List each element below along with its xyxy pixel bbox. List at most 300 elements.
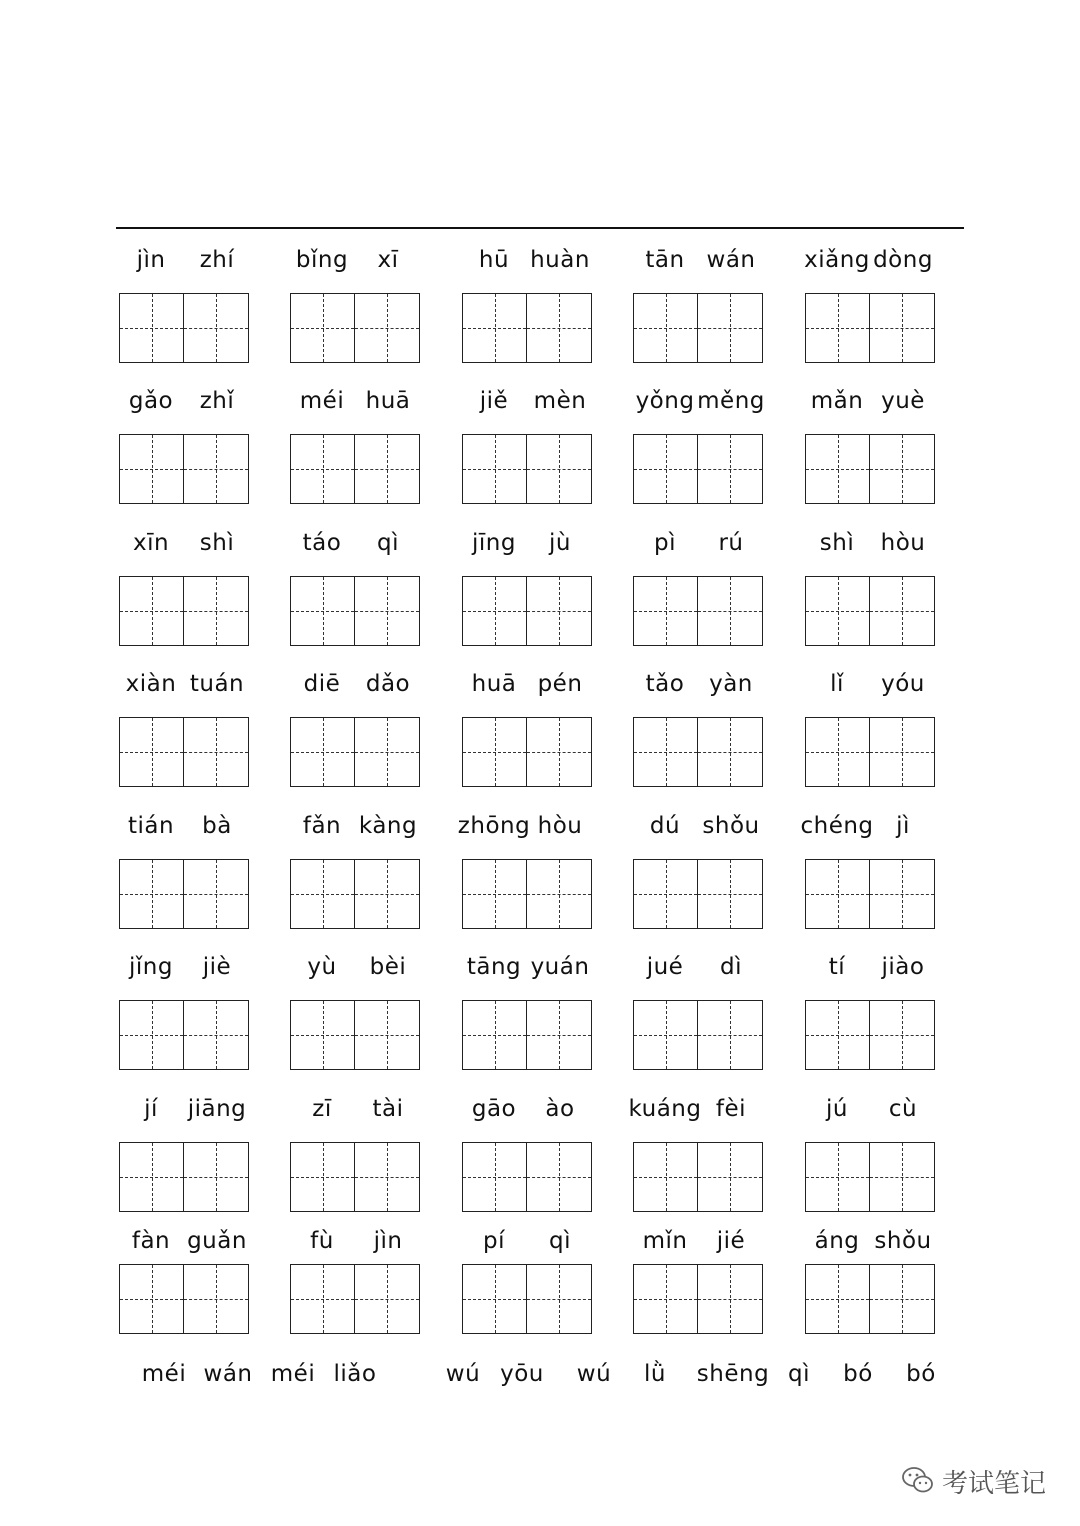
dashed-guide-horizontal <box>120 611 183 612</box>
dashed-guide-horizontal <box>806 469 869 470</box>
tian-grid-cell[interactable] <box>698 577 762 645</box>
dashed-guide-horizontal <box>120 1299 183 1300</box>
dashed-guide-horizontal <box>291 328 354 329</box>
pinyin-syllable: dú <box>649 813 681 839</box>
pinyin-syllable: kàng <box>358 813 418 839</box>
watermark <box>900 1463 1046 1500</box>
writing-box-row <box>0 1264 1080 1336</box>
dashed-guide-horizontal <box>634 469 697 470</box>
tian-grid-cell[interactable] <box>463 718 527 786</box>
pinyin-syllable: jīng <box>472 530 516 556</box>
dashed-guide-horizontal <box>291 752 354 753</box>
top-rule <box>116 227 964 229</box>
dashed-guide-horizontal <box>184 328 248 329</box>
pinyin-syllable: liǎo <box>333 1361 377 1387</box>
pinyin-syllable: kuáng <box>628 1096 702 1122</box>
pinyin-syllable: pén <box>537 671 583 697</box>
pinyin-syllable: tāng <box>466 954 522 980</box>
dashed-guide-horizontal <box>355 1177 419 1178</box>
writing-box[interactable] <box>462 1000 592 1070</box>
tian-grid-cell[interactable] <box>698 718 762 786</box>
dashed-guide-horizontal <box>355 328 419 329</box>
dashed-guide-horizontal <box>463 1299 526 1300</box>
writing-box[interactable] <box>633 1264 763 1334</box>
tian-grid-cell[interactable] <box>527 294 591 362</box>
dashed-guide-horizontal <box>527 894 591 895</box>
writing-box-row <box>0 717 1080 789</box>
tian-grid-cell[interactable] <box>634 1001 698 1069</box>
pinyin-syllable: bèi <box>369 954 407 980</box>
tian-grid-cell[interactable] <box>806 1265 870 1333</box>
pinyin-syllable: xīn <box>132 530 170 556</box>
pinyin-syllable: gāo <box>471 1096 517 1122</box>
tian-grid-cell[interactable] <box>806 1001 870 1069</box>
dashed-guide-horizontal <box>634 328 697 329</box>
pinyin-syllable: fèi <box>715 1096 747 1122</box>
pinyin-syllable: yuè <box>881 388 925 414</box>
dashed-guide-horizontal <box>355 611 419 612</box>
dashed-guide-horizontal <box>184 1035 248 1036</box>
pinyin-syllable: jiě <box>479 388 509 414</box>
pinyin-syllable: mǎn <box>810 388 864 414</box>
pinyin-syllable: dǎo <box>365 671 411 697</box>
tian-grid-cell[interactable] <box>355 1143 419 1211</box>
tian-grid-cell[interactable] <box>463 860 527 928</box>
tian-grid-cell[interactable] <box>291 1143 355 1211</box>
writing-box[interactable] <box>462 293 592 363</box>
pinyin-syllable: bǐng <box>295 247 349 273</box>
tian-grid-cell[interactable] <box>184 1001 248 1069</box>
dashed-guide-horizontal <box>184 894 248 895</box>
tian-grid-cell[interactable] <box>184 577 248 645</box>
dashed-guide-horizontal <box>634 611 697 612</box>
dashed-guide-horizontal <box>355 1035 419 1036</box>
writing-box[interactable] <box>290 293 420 363</box>
pinyin-syllable: zī <box>312 1096 332 1122</box>
writing-box[interactable] <box>462 1264 592 1334</box>
pinyin-syllable: yōu <box>500 1361 544 1387</box>
tian-grid-cell[interactable] <box>634 718 698 786</box>
dashed-guide-horizontal <box>463 328 526 329</box>
tian-grid-cell[interactable] <box>463 1143 527 1211</box>
tian-grid-cell[interactable] <box>120 1265 184 1333</box>
pinyin-syllable: huàn <box>530 247 590 273</box>
tian-grid-cell[interactable] <box>806 294 870 362</box>
tian-grid-cell[interactable] <box>291 435 355 503</box>
pinyin-row <box>0 1089 1080 1129</box>
writing-box[interactable] <box>462 434 592 504</box>
tian-grid-cell[interactable] <box>527 860 591 928</box>
tian-grid-cell[interactable] <box>291 718 355 786</box>
pinyin-syllable: fǎn <box>302 813 342 839</box>
writing-box[interactable] <box>462 1142 592 1212</box>
pinyin-syllable: diē <box>303 671 341 697</box>
dashed-guide-horizontal <box>291 894 354 895</box>
pinyin-syllable: táo <box>302 530 342 556</box>
dashed-guide-horizontal <box>870 469 934 470</box>
tian-grid-cell[interactable] <box>806 1143 870 1211</box>
pinyin-syllable: tān <box>645 247 685 273</box>
dashed-guide-horizontal <box>806 752 869 753</box>
tian-grid-cell[interactable] <box>527 1001 591 1069</box>
writing-box[interactable] <box>805 1000 935 1070</box>
writing-box[interactable] <box>805 717 935 787</box>
pinyin-syllable: jú <box>826 1096 848 1122</box>
tian-grid-cell[interactable] <box>184 718 248 786</box>
pinyin-syllable: jù <box>549 530 571 556</box>
pinyin-syllable: zhí <box>199 247 235 273</box>
writing-box[interactable] <box>290 1000 420 1070</box>
dashed-guide-horizontal <box>806 611 869 612</box>
dashed-guide-horizontal <box>291 1035 354 1036</box>
pinyin-syllable: wán <box>203 1361 253 1387</box>
tian-grid-cell[interactable] <box>527 718 591 786</box>
tian-grid-cell[interactable] <box>120 1001 184 1069</box>
dashed-guide-horizontal <box>184 752 248 753</box>
pinyin-syllable: méi <box>299 388 345 414</box>
pinyin-syllable: mèn <box>533 388 587 414</box>
pinyin-syllable: bó <box>843 1361 873 1387</box>
writing-box[interactable] <box>290 576 420 646</box>
tian-grid-cell[interactable] <box>184 1265 248 1333</box>
dashed-guide-horizontal <box>355 894 419 895</box>
dashed-guide-horizontal <box>527 469 591 470</box>
tian-grid-cell[interactable] <box>120 435 184 503</box>
writing-box[interactable] <box>119 859 249 929</box>
pinyin-syllable: hū <box>478 247 510 273</box>
tian-grid-cell[interactable] <box>806 577 870 645</box>
dashed-guide-horizontal <box>806 894 869 895</box>
dashed-guide-horizontal <box>355 1299 419 1300</box>
dashed-guide-horizontal <box>120 328 183 329</box>
tian-grid-cell[interactable] <box>698 435 762 503</box>
tian-grid-cell[interactable] <box>355 1001 419 1069</box>
dashed-guide-horizontal <box>870 894 934 895</box>
dashed-guide-horizontal <box>634 1177 697 1178</box>
dashed-guide-horizontal <box>698 469 762 470</box>
writing-box[interactable] <box>119 717 249 787</box>
dashed-guide-horizontal <box>184 611 248 612</box>
tian-grid-cell[interactable] <box>355 860 419 928</box>
tian-grid-cell[interactable] <box>698 860 762 928</box>
pinyin-syllable: jǐng <box>129 954 173 980</box>
tian-grid-cell[interactable] <box>698 294 762 362</box>
pinyin-syllable: zhǐ <box>199 388 235 414</box>
pinyin-row <box>0 806 1080 846</box>
tian-grid-cell[interactable] <box>806 718 870 786</box>
tian-grid-cell[interactable] <box>634 1265 698 1333</box>
pinyin-row <box>0 664 1080 704</box>
dashed-guide-horizontal <box>291 469 354 470</box>
writing-box-row <box>0 293 1080 365</box>
tian-grid-cell[interactable] <box>806 860 870 928</box>
dashed-guide-horizontal <box>870 752 934 753</box>
tian-grid-cell[interactable] <box>291 1001 355 1069</box>
pinyin-syllable: tài <box>372 1096 404 1122</box>
dashed-guide-horizontal <box>463 469 526 470</box>
writing-box[interactable] <box>633 434 763 504</box>
pinyin-syllable: shǒu <box>874 1228 932 1254</box>
tian-grid-cell[interactable] <box>120 860 184 928</box>
pinyin-syllable: huā <box>471 671 517 697</box>
dashed-guide-horizontal <box>806 1035 869 1036</box>
pinyin-syllable: yóu <box>881 671 925 697</box>
pinyin-syllable: wú <box>576 1361 612 1387</box>
pinyin-row <box>0 523 1080 563</box>
tian-grid-cell[interactable] <box>463 435 527 503</box>
pinyin-syllable: pí <box>483 1228 505 1254</box>
pinyin-syllable: měng <box>697 388 765 414</box>
pinyin-syllable: xiǎng <box>804 247 870 273</box>
pinyin-syllable: yuán <box>530 954 590 980</box>
pinyin-syllable: shēng <box>696 1361 770 1387</box>
dashed-guide-horizontal <box>698 894 762 895</box>
writing-box-row <box>0 859 1080 931</box>
tian-grid-cell[interactable] <box>870 435 934 503</box>
writing-box[interactable] <box>805 1142 935 1212</box>
bottom-pinyin-row <box>0 1354 1080 1394</box>
pinyin-syllable: qì <box>549 1228 571 1254</box>
tian-grid-cell[interactable] <box>870 860 934 928</box>
writing-box[interactable] <box>119 434 249 504</box>
tian-grid-cell[interactable] <box>698 1001 762 1069</box>
dashed-guide-horizontal <box>527 1177 591 1178</box>
tian-grid-cell[interactable] <box>120 577 184 645</box>
pinyin-syllable: yù <box>307 954 337 980</box>
tian-grid-cell[interactable] <box>463 577 527 645</box>
pinyin-syllable: gǎo <box>128 388 174 414</box>
pinyin-syllable: shì <box>819 530 855 556</box>
writing-box[interactable] <box>633 859 763 929</box>
tian-grid-cell[interactable] <box>870 294 934 362</box>
writing-box[interactable] <box>633 717 763 787</box>
writing-box[interactable] <box>290 1142 420 1212</box>
tian-grid-cell[interactable] <box>527 577 591 645</box>
pinyin-syllable: xiàn <box>125 671 177 697</box>
tian-grid-cell[interactable] <box>634 435 698 503</box>
pinyin-syllable: méi <box>141 1361 187 1387</box>
dashed-guide-horizontal <box>463 611 526 612</box>
pinyin-syllable: dòng <box>873 247 933 273</box>
tian-grid-cell[interactable] <box>527 1265 591 1333</box>
tian-grid-cell[interactable] <box>184 294 248 362</box>
dashed-guide-horizontal <box>291 611 354 612</box>
pinyin-syllable: jì <box>896 813 910 839</box>
tian-grid-cell[interactable] <box>806 435 870 503</box>
pinyin-syllable: pì <box>654 530 676 556</box>
tian-grid-cell[interactable] <box>355 435 419 503</box>
tian-grid-cell[interactable] <box>291 1265 355 1333</box>
tian-grid-cell[interactable] <box>870 577 934 645</box>
tian-grid-cell[interactable] <box>291 860 355 928</box>
dashed-guide-horizontal <box>698 1299 762 1300</box>
pinyin-syllable: jiào <box>881 954 925 980</box>
pinyin-syllable: áng <box>814 1228 860 1254</box>
writing-box[interactable] <box>290 1264 420 1334</box>
pinyin-syllable: tǎo <box>645 671 685 697</box>
writing-box[interactable] <box>805 1264 935 1334</box>
pinyin-row <box>0 1221 1080 1261</box>
pinyin-syllable: yǒng <box>635 388 695 414</box>
tian-grid-cell[interactable] <box>870 718 934 786</box>
writing-box[interactable] <box>633 293 763 363</box>
tian-grid-cell[interactable] <box>527 1143 591 1211</box>
tian-grid-cell[interactable] <box>870 1265 934 1333</box>
dashed-guide-horizontal <box>870 1177 934 1178</box>
dashed-guide-horizontal <box>634 1299 697 1300</box>
pinyin-syllable: tián <box>127 813 175 839</box>
tian-grid-cell[interactable] <box>355 1265 419 1333</box>
writing-box-row <box>0 1142 1080 1214</box>
pinyin-row <box>0 947 1080 987</box>
dashed-guide-horizontal <box>184 1177 248 1178</box>
writing-box[interactable] <box>119 1264 249 1334</box>
tian-grid-cell[interactable] <box>120 1143 184 1211</box>
tian-grid-cell[interactable] <box>355 718 419 786</box>
pinyin-row <box>0 381 1080 421</box>
dashed-guide-horizontal <box>870 611 934 612</box>
pinyin-syllable: lǐ <box>830 671 844 697</box>
writing-box-row <box>0 434 1080 506</box>
tian-grid-cell[interactable] <box>634 577 698 645</box>
writing-box[interactable] <box>290 434 420 504</box>
writing-box[interactable] <box>119 576 249 646</box>
writing-box[interactable] <box>462 576 592 646</box>
dashed-guide-horizontal <box>120 752 183 753</box>
dashed-guide-horizontal <box>463 894 526 895</box>
tian-grid-cell[interactable] <box>355 294 419 362</box>
tian-grid-cell[interactable] <box>463 1001 527 1069</box>
pinyin-syllable: qì <box>377 530 399 556</box>
dashed-guide-horizontal <box>698 1177 762 1178</box>
pinyin-syllable: mǐn <box>642 1228 688 1254</box>
dashed-guide-horizontal <box>120 469 183 470</box>
writing-box[interactable] <box>805 859 935 929</box>
dashed-guide-horizontal <box>527 328 591 329</box>
dashed-guide-horizontal <box>355 752 419 753</box>
pinyin-syllable: shì <box>199 530 235 556</box>
dashed-guide-horizontal <box>527 1299 591 1300</box>
pinyin-syllable: jìn <box>136 247 166 273</box>
dashed-guide-horizontal <box>806 328 869 329</box>
pinyin-syllable: tuán <box>189 671 245 697</box>
tian-grid-cell[interactable] <box>698 1265 762 1333</box>
writing-box[interactable] <box>290 717 420 787</box>
pinyin-syllable: méi <box>270 1361 316 1387</box>
tian-grid-cell[interactable] <box>634 1143 698 1211</box>
tian-grid-cell[interactable] <box>291 577 355 645</box>
dashed-guide-horizontal <box>634 894 697 895</box>
dashed-guide-horizontal <box>120 894 183 895</box>
writing-box[interactable] <box>462 717 592 787</box>
pinyin-syllable: shǒu <box>702 813 760 839</box>
tian-grid-cell[interactable] <box>291 294 355 362</box>
dashed-guide-horizontal <box>120 1177 183 1178</box>
pinyin-syllable: zhōng <box>457 813 531 839</box>
pinyin-syllable: hòu <box>880 530 926 556</box>
dashed-guide-horizontal <box>355 469 419 470</box>
pinyin-row <box>0 240 1080 280</box>
dashed-guide-horizontal <box>463 1177 526 1178</box>
dashed-guide-horizontal <box>291 1299 354 1300</box>
writing-box[interactable] <box>805 293 935 363</box>
pinyin-syllable: wú <box>445 1361 481 1387</box>
writing-box-row <box>0 576 1080 648</box>
dashed-guide-horizontal <box>870 328 934 329</box>
dashed-guide-horizontal <box>291 1177 354 1178</box>
pinyin-syllable: yàn <box>709 671 753 697</box>
tian-grid-cell[interactable] <box>184 1143 248 1211</box>
writing-box[interactable] <box>633 1142 763 1212</box>
dashed-guide-horizontal <box>698 1035 762 1036</box>
writing-box[interactable] <box>633 576 763 646</box>
pinyin-syllable: jué <box>646 954 684 980</box>
tian-grid-cell[interactable] <box>184 435 248 503</box>
dashed-guide-horizontal <box>806 1299 869 1300</box>
tian-grid-cell[interactable] <box>870 1001 934 1069</box>
dashed-guide-horizontal <box>806 1177 869 1178</box>
writing-box[interactable] <box>119 293 249 363</box>
pinyin-syllable: rú <box>718 530 744 556</box>
dashed-guide-horizontal <box>634 1035 697 1036</box>
pinyin-syllable: jié <box>716 1228 746 1254</box>
dashed-guide-horizontal <box>527 611 591 612</box>
pinyin-syllable: jí <box>144 1096 158 1122</box>
writing-box[interactable] <box>805 434 935 504</box>
pinyin-syllable: jìn <box>373 1228 403 1254</box>
pinyin-syllable: bà <box>202 813 232 839</box>
writing-box[interactable] <box>633 1000 763 1070</box>
dashed-guide-horizontal <box>463 752 526 753</box>
writing-box[interactable] <box>462 859 592 929</box>
pinyin-syllable: wán <box>706 247 756 273</box>
writing-box[interactable] <box>290 859 420 929</box>
pinyin-syllable: jiè <box>202 954 232 980</box>
pinyin-syllable: cù <box>888 1096 918 1122</box>
pinyin-syllable: ào <box>545 1096 575 1122</box>
tian-grid-cell[interactable] <box>355 577 419 645</box>
writing-box[interactable] <box>119 1000 249 1070</box>
watermark-text: 考试笔记 <box>941 1469 1046 1499</box>
pinyin-syllable: dì <box>720 954 742 980</box>
pinyin-syllable: huā <box>365 388 411 414</box>
dashed-guide-horizontal <box>698 752 762 753</box>
tian-grid-cell[interactable] <box>698 1143 762 1211</box>
tian-grid-cell[interactable] <box>634 294 698 362</box>
dashed-guide-horizontal <box>698 611 762 612</box>
pinyin-syllable: bó <box>906 1361 936 1387</box>
tian-grid-cell[interactable] <box>463 1265 527 1333</box>
tian-grid-cell[interactable] <box>463 294 527 362</box>
tian-grid-cell[interactable] <box>120 718 184 786</box>
dashed-guide-horizontal <box>463 1035 526 1036</box>
dashed-guide-horizontal <box>870 1299 934 1300</box>
pinyin-syllable: hòu <box>537 813 583 839</box>
writing-box-row <box>0 1000 1080 1072</box>
pinyin-syllable: fàn <box>131 1228 171 1254</box>
writing-box[interactable] <box>805 576 935 646</box>
tian-grid-cell[interactable] <box>527 435 591 503</box>
pinyin-syllable: jiāng <box>187 1096 247 1122</box>
pinyin-syllable: chéng <box>800 813 874 839</box>
tian-grid-cell[interactable] <box>870 1143 934 1211</box>
tian-grid-cell[interactable] <box>634 860 698 928</box>
writing-box[interactable] <box>119 1142 249 1212</box>
dashed-guide-horizontal <box>184 1299 248 1300</box>
tian-grid-cell[interactable] <box>184 860 248 928</box>
tian-grid-cell[interactable] <box>120 294 184 362</box>
dashed-guide-horizontal <box>698 328 762 329</box>
